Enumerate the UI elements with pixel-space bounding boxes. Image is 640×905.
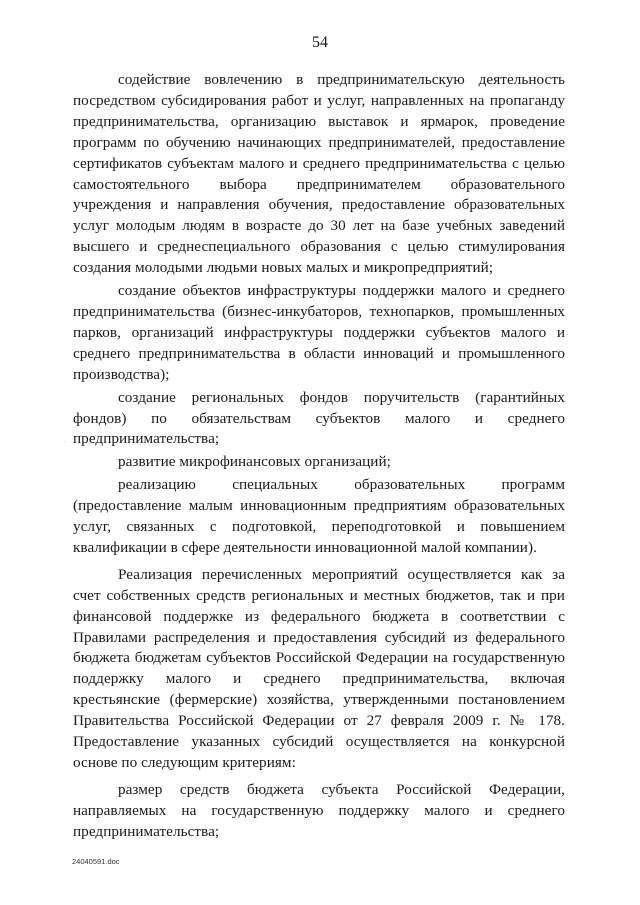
page-number: 54 xyxy=(312,34,328,51)
footer-filename: 24040591.doc xyxy=(72,857,120,866)
paragraph-1: содействие вовлечению в предпринимательскую деятельность посредством субсидирования работ и услуг, направленных на пропаганду предпринимательства, организацию выставок и ярмарок, проведение программ по обучению начинающих предпринимателей, предоставление сертификатов субъектам малого и среднего предпринимательства с целью самостоятельного выбора предпринимателем образовательного учреждения и направления обучения, предоставление образовательных услуг молодым людям в возрасте до 30 лет на базе учебных заведений высшего и среднеспециального образования с целью стимулирования создания молодыми людьми новых малых и микропредприятий; xyxy=(73,71,565,277)
paragraph-6: Реализация перечисленных мероприятий осуществляется как за счет собственных средств региональных и местных бюджетов, так и при финансовой поддержке из федерального бюджета в соответствии с Правилами распределения и предоставления субсидий из федерального бюджета бюджетам субъектов Российской Федерации на государственную поддержку малого и среднего предпринимательства, включая крестьянские (фермерские) хозяйства, утвержденными постановлением Правительства Российской Федерации от 27 февраля 2009 г. № 178. Предоставление указанных субсидий осуществляется на конкурсной основе по следующим критериям: xyxy=(73,565,565,771)
paragraph-2: создание объектов инфраструктуры поддержки малого и среднего предпринимательства (бизнес-инкубаторов, технопарков, промышленных парков, организаций инфраструктуры поддержки субъектов малого и среднего предпринимательства в области инноваций и промышленного производства); xyxy=(73,282,565,383)
paragraph-7: размер средств бюджета субъекта Российской Федерации, направляемых на государственную поддержку малого и среднего предпринимательства; xyxy=(73,780,565,840)
margin-mark: . xyxy=(64,435,66,444)
paragraph-3: создание региональных фондов поручительств (гарантийных фондов) по обязательствам субъектов малого и среднего предпринимательства; xyxy=(73,388,565,448)
document-body xyxy=(73,70,565,845)
paragraph-5: реализацию специальных образовательных программ (предоставление малым инновационным предприятиям образовательных услуг, связанных с подготовкой, переподготовкой и повышением квалификации в сфере деятельности инновационной малой компании). xyxy=(73,476,565,556)
paragraph-4: развитие микрофинансовых организаций; xyxy=(118,453,391,471)
